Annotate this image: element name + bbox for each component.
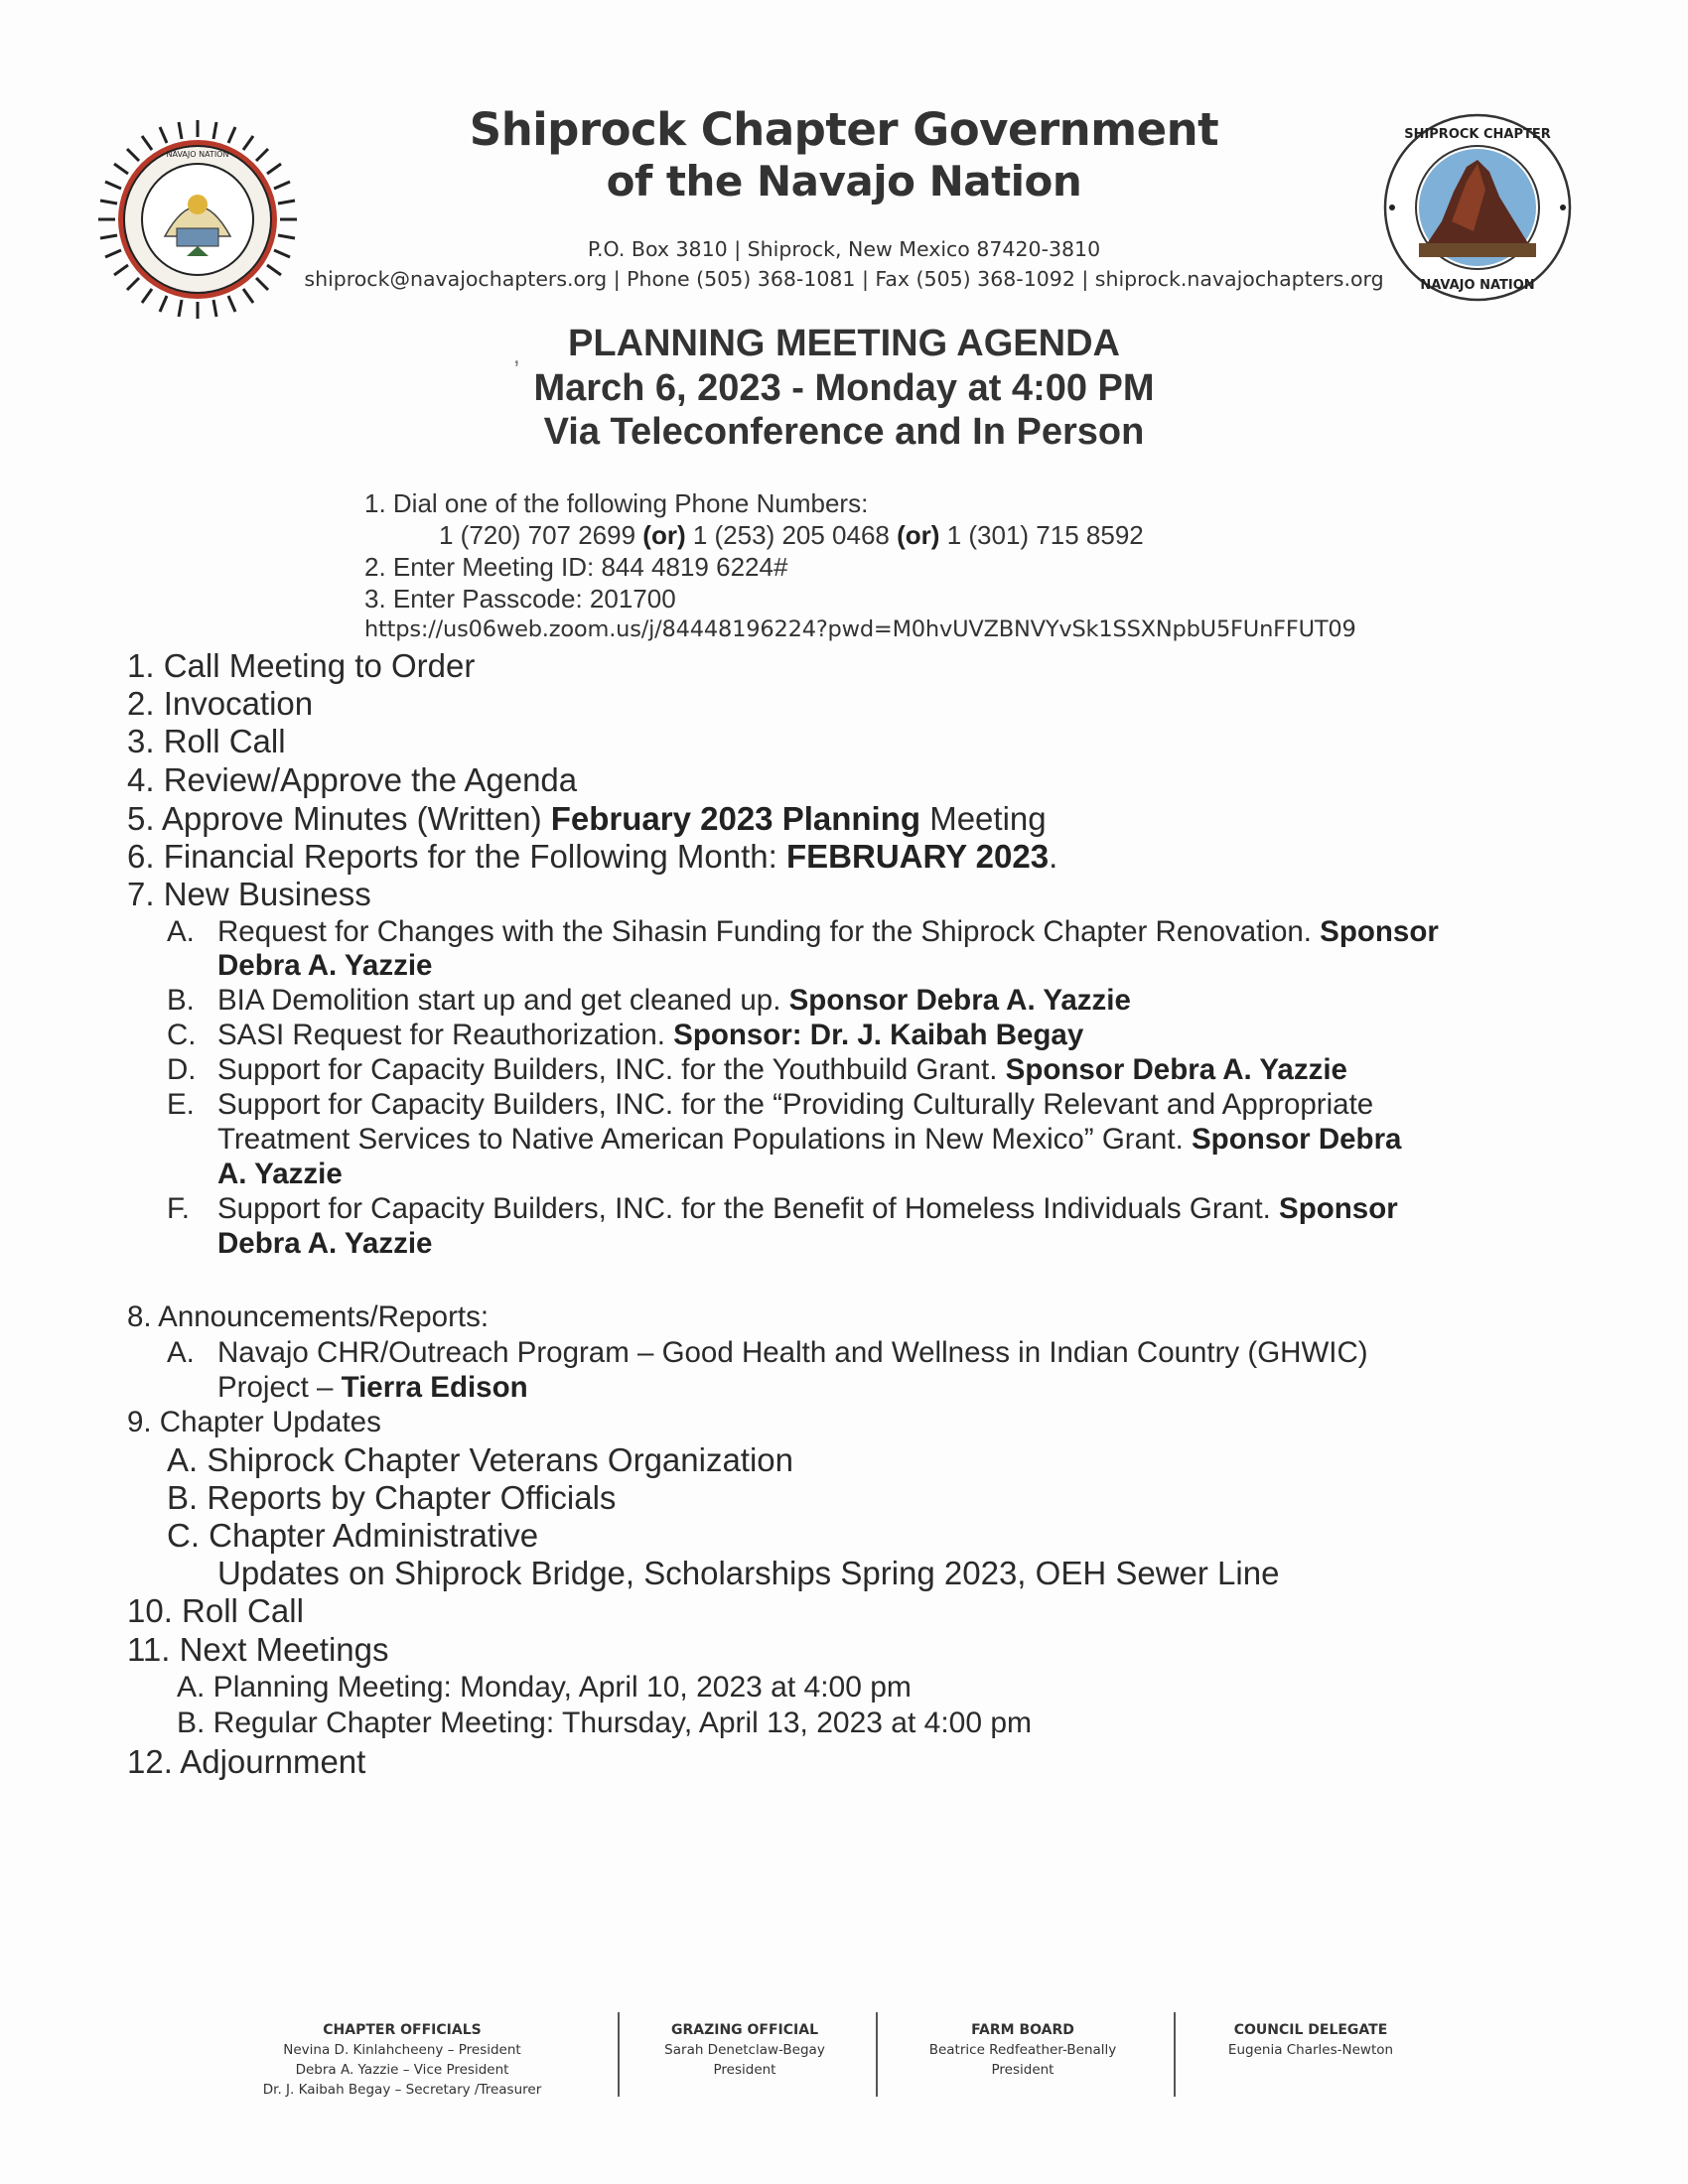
agenda-item-4: 4. Review/Approve the Agenda (127, 761, 578, 798)
sub-item-letter: D. (167, 1053, 197, 1086)
footer-divider (876, 2012, 878, 2097)
agenda-item-7e: Support for Capacity Builders, INC. for the “Providing Culturally Relevant and Appropriate (217, 1088, 1374, 1121)
footer-farm-board (894, 2020, 1152, 2080)
footer-heading: GRAZING OFFICIAL (670, 2022, 819, 2038)
agenda-title: PLANNING MEETING AGENDA (568, 323, 1120, 364)
item-text: . (1049, 838, 1058, 875)
agenda-item-2: 2. Invocation (127, 685, 314, 722)
item-text: BIA Demolition start up and get cleaned up. (217, 984, 789, 1017)
sponsor-name: Debra A. Yazzie (217, 1227, 433, 1260)
item-text: Project – (217, 1371, 342, 1404)
agenda-item-7: 7. New Business (127, 876, 371, 912)
organization-title: Shiprock Chapter Government (469, 103, 1219, 156)
footer-line: Nevina D. Kinlahcheeny – President (283, 2042, 521, 2058)
dial-step-3: 3. Enter Passcode: 201700 (364, 584, 676, 614)
footer-line: President (713, 2062, 776, 2078)
item-text: 5. Approve Minutes (Written) (127, 800, 551, 837)
agenda-item-1: 1. Call Meeting to Order (127, 647, 476, 684)
footer-grazing-official (635, 2020, 854, 2080)
sponsor-label: Sponsor Debra (1192, 1123, 1402, 1156)
sponsor-name: Sponsor Debra A. Yazzie (788, 984, 1131, 1017)
phone-number-3: 1 (301) 715 8592 (946, 520, 1144, 550)
item-bold-text: FEBRUARY 2023 (785, 838, 1050, 875)
presenter-name: Tierra Edison (341, 1371, 528, 1404)
phone-number-1: 1 (720) 707 2699 (439, 520, 636, 550)
item-text: Support for Capacity Builders, INC. for the Benefit of Homeless Individuals Grant. (217, 1192, 1280, 1225)
sub-item-letter: A. (167, 1336, 195, 1369)
item-text: Treatment Services to Native American Populations in New Mexico” Grant. (217, 1123, 1192, 1156)
agenda-item-7a (217, 915, 1439, 949)
sub-item-letter: E. (167, 1088, 195, 1121)
or-separator: (or) (897, 520, 940, 550)
agenda-item-7e-sponsor (217, 1158, 343, 1191)
agenda-item-7f-sponsor (217, 1227, 432, 1261)
agenda-item-9c-detail: Updates on Shiprock Bridge, Scholarships Spring 2023, OEH Sewer Line (217, 1555, 1280, 1591)
footer-heading: COUNCIL DELEGATE (1233, 2022, 1388, 2038)
agenda-item-3: 3. Roll Call (127, 723, 286, 759)
sub-item-letter: B. (167, 984, 195, 1017)
agenda-item-11: 11. Next Meetings (127, 1631, 389, 1668)
footer-line: Beatrice Redfeather-Benally (928, 2042, 1117, 2058)
item-text: Support for Capacity Builders, INC. for the Youthbuild Grant. (217, 1053, 1006, 1086)
agenda-item-7c (217, 1019, 1083, 1052)
item-text: SASI Request for Reauthorization. (217, 1019, 674, 1051)
contact-line: shiprock@navajochapters.org | Phone (505) 368-1081 | Fax (505) 368-1092 | shiprock.navajochapters.org (304, 267, 1384, 291)
item-text: 6. Financial Reports for the Following Month: (127, 838, 786, 875)
agenda-item-9b: B. Reports by Chapter Officials (167, 1479, 617, 1516)
phone-number-2: 1 (253) 205 0468 (692, 520, 890, 550)
dial-step-1: 1. Dial one of the following Phone Numbers: (364, 488, 869, 518)
agenda-item-11a: A. Planning Meeting: Monday, April 10, 2023 at 4:00 pm (177, 1671, 912, 1704)
scan-mark: , (513, 342, 520, 369)
agenda-item-7e-cont (217, 1123, 1401, 1157)
meeting-format: Via Teleconference and In Person (543, 411, 1145, 453)
footer-heading: FARM BOARD (971, 2022, 1074, 2038)
footer-line: Dr. J. Kaibah Begay – Secretary /Treasurer (262, 2082, 542, 2098)
meeting-date: March 6, 2023 - Monday at 4:00 PM (533, 367, 1155, 409)
item-text: Meeting (920, 800, 1047, 837)
agenda-item-8: 8. Announcements/Reports: (127, 1300, 490, 1333)
sponsor-name: A. Yazzie (217, 1158, 343, 1190)
agenda-item-8a: Navajo CHR/Outreach Program – Good Health and Wellness in Indian Country (GHWIC) (217, 1336, 1368, 1369)
svg-text:NAVAJO NATION: NAVAJO NATION (166, 150, 229, 159)
phone-numbers (439, 520, 1144, 551)
sponsor-label: Sponsor (1320, 915, 1439, 948)
agenda-item-6 (127, 838, 1057, 876)
footer-council-delegate (1192, 2020, 1430, 2060)
agenda-item-10: 10. Roll Call (127, 1592, 304, 1629)
footer-divider (1174, 2012, 1176, 2097)
agenda-item-7d (217, 1053, 1347, 1087)
svg-text:NAVAJO NATION: NAVAJO NATION (1420, 278, 1535, 293)
footer-chapter-officials (238, 2020, 566, 2100)
agenda-item-8a-cont (217, 1371, 528, 1405)
agenda-item-9: 9. Chapter Updates (127, 1406, 381, 1438)
sponsor-name: Sponsor Debra A. Yazzie (1005, 1053, 1347, 1086)
svg-text:SHIPROCK CHAPTER: SHIPROCK CHAPTER (1404, 127, 1551, 142)
mailing-address: P.O. Box 3810 | Shiprock, New Mexico 87420-3810 (587, 237, 1101, 261)
organization-subtitle: of the Navajo Nation (606, 157, 1082, 205)
agenda-item-7b (217, 984, 1131, 1018)
zoom-link[interactable]: https://us06web.zoom.us/j/84448196224?pwd=M0hvUVZBNVYvSk1SSXNpbU5FUnFFUT09 (364, 616, 1356, 642)
sponsor-name: Debra A. Yazzie (217, 949, 433, 982)
sponsor-name: Sponsor: Dr. J. Kaibah Begay (673, 1019, 1084, 1051)
footer-line: Sarah Denetclaw-Begay (664, 2042, 825, 2058)
sponsor-label: Sponsor (1279, 1192, 1398, 1225)
agenda-item-5 (127, 800, 1047, 838)
footer-line: Debra A. Yazzie – Vice President (295, 2062, 509, 2078)
sub-item-letter: F. (167, 1192, 190, 1225)
item-text: Request for Changes with the Sihasin Funding for the Shiprock Chapter Renovation. (217, 915, 1321, 948)
navajo-nation-seal-icon (95, 117, 300, 322)
agenda-item-9c: C. Chapter Administrative (167, 1517, 539, 1554)
or-separator: (or) (642, 520, 686, 550)
agenda-item-7a-sponsor (217, 949, 432, 983)
agenda-item-7f (217, 1192, 1398, 1226)
agenda-item-9a: A. Shiprock Chapter Veterans Organization (167, 1441, 794, 1478)
footer-heading: CHAPTER OFFICIALS (323, 2022, 482, 2038)
agenda-item-12: 12. Adjournment (127, 1743, 366, 1780)
item-bold-text: February 2023 Planning (550, 800, 921, 837)
footer-line: Eugenia Charles-Newton (1227, 2042, 1394, 2058)
sub-item-letter: A. (167, 915, 195, 948)
sub-item-letter: C. (167, 1019, 197, 1051)
dial-step-2: 2. Enter Meeting ID: 844 4819 6224# (364, 552, 788, 582)
agenda-item-11b: B. Regular Chapter Meeting: Thursday, April 13, 2023 at 4:00 pm (177, 1706, 1033, 1739)
footer-divider (618, 2012, 620, 2097)
footer-line: President (991, 2062, 1055, 2078)
